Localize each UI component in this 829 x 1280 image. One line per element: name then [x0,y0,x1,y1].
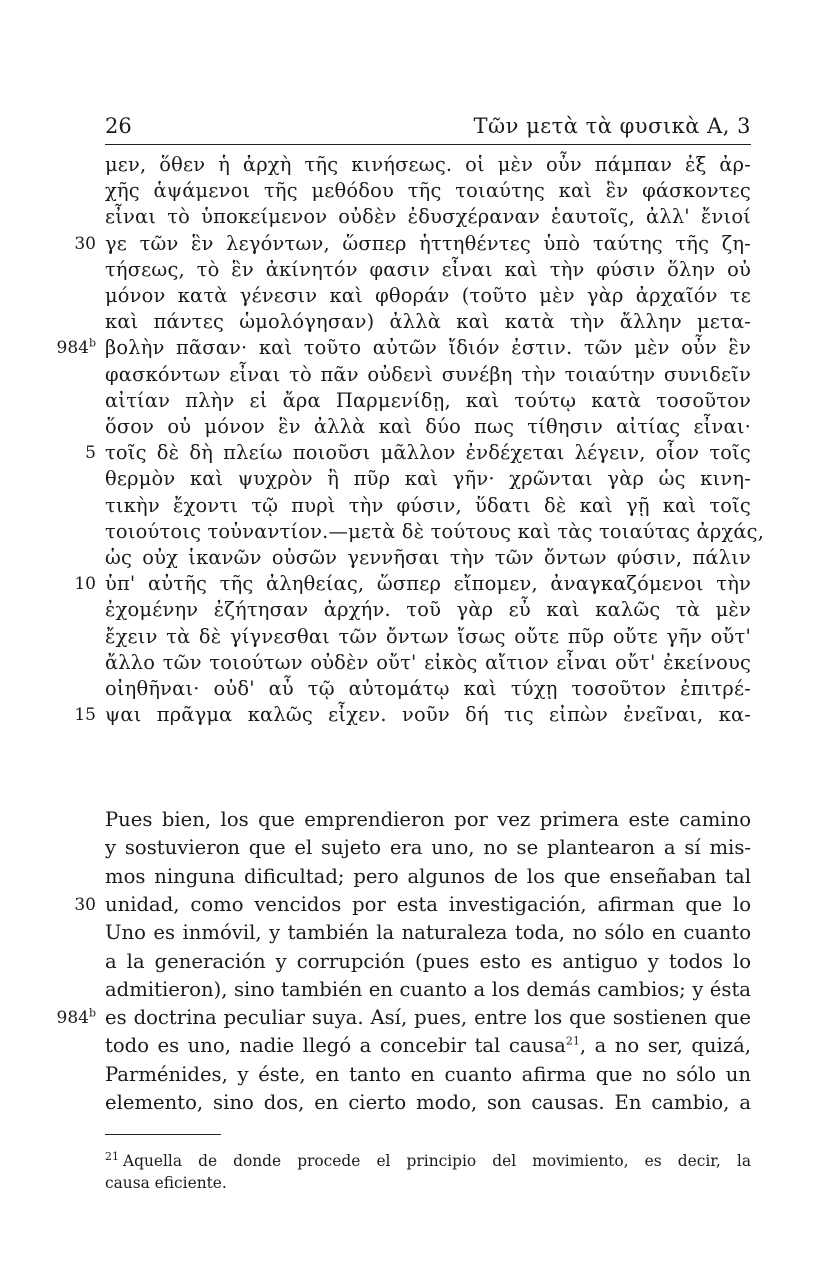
greek-line: καὶ πάντες ὡμολόγησαν) ἀλλὰ καὶ κατὰ τὴν ἄλλην μετα- [105,310,751,334]
spanish-line [105,1034,751,1057]
margin-line-number [56,234,96,254]
margin-line-number [56,705,96,725]
greek-line: εἶναι τὸ ὑποκείμενον οὐδὲν ἐδυσχέραναν ἑαυτοῖς, ἀλλ' ἔνιοί [105,205,751,229]
greek-line: τοιούτοις τοὐναντίον.—μετὰ δὲ τούτους καὶ τὰς τοιαύτας ἀρχάς, [105,519,765,543]
spanish-line: mos ninguna dificultad; pero algunos de los que enseñaban tal [105,864,751,888]
greek-line: τήσεως, τὸ ἓν ἀκίνητόν φασιν εἶναι καὶ τὴν φύσιν ὅλην οὐ [105,257,751,281]
page-header [105,112,751,145]
greek-line: ὡς οὐχ ἱκανῶν οὐσῶν γεννῆσαι τὴν τῶν ὄντων φύσιν, πάλιν [105,546,751,569]
margin-line-number [56,574,96,594]
margin-line-number [56,895,96,915]
greek-line: οἰηθῆναι· οὐδ' αὖ τῷ αὐτομάτῳ καὶ τύχῃ τοσοῦτον ἐπιτρέ- [105,677,751,700]
greek-line: γε τῶν ἓν λεγόντων, ὥσπερ ἡττηθέντες ὑπὸ ταύτης τῆς ζη- [105,231,751,255]
footnote-line [105,1150,751,1172]
greek-line: θερμὸν καὶ ψυχρὸν ἢ πῦρ καὶ γῆν· χρῶνται γὰρ ὡς κινη- [105,467,751,491]
margin-number-suffix: b [88,1006,96,1020]
footnote-reference[interactable]: 21 [565,1034,580,1048]
margin-number-label: 10 [74,574,96,595]
footnote-number: 21 [105,1149,119,1163]
page-number: 26 [105,114,132,138]
greek-line: μόνον κατὰ γένεσιν καὶ φθοράν (τοῦτο μὲν γὰρ ἀρχαῖόν τε [105,284,751,307]
greek-line: τοῖς δὲ δὴ πλείω ποιοῦσι μᾶλλον ἐνδέχεται λέγειν, οἷον τοῖς [105,441,751,465]
greek-line: ὑπ' αὐτῆς τῆς ἀληθείας, ὥσπερ εἴπομεν, ἀναγκαζόμενοι τὴν [105,572,751,596]
greek-line: ἔχειν τὰ δὲ γίγνεσθαι τῶν ὄντων ἴσως οὔτε πῦρ οὔτε γῆν οὔτ' [105,624,751,648]
spanish-line-text: , a no ser, quizá, [579,1034,751,1058]
spanish-line: es doctrina peculiar suya. Así, pues, entre los que sostienen que [105,1006,751,1030]
footnote-rule [105,1134,221,1135]
footnote [105,1150,751,1194]
margin-line-number [56,1008,96,1028]
margin-number-label: 5 [85,443,96,464]
spanish-line-text: todo es uno, nadie llegó a concebir tal causa [105,1034,566,1058]
greek-line: φασκόντων εἶναι τὸ πᾶν οὐδενὶ συνέβη τὴν τοιαύτην συνιδεῖν [105,362,751,386]
greek-line: τικὴν ἔχοντι τῷ πυρὶ τὴν φύσιν, ὕδατι δὲ καὶ γῇ καὶ τοῖς [105,493,751,517]
greek-line: χῆς ἁψάμενοι τῆς μεθόδου τῆς τοιαύτης καὶ ἓν φάσκοντες [105,179,751,203]
spanish-line: y sostuvieron que el sujeto era uno, no se plantearon a sí mis- [105,836,751,860]
spanish-line: Uno es inmóvil, y también la naturaleza toda, no sólo en cuanto [105,921,751,945]
greek-line: ἐχομένην ἐζήτησαν ἀρχήν. τοῦ γὰρ εὖ καὶ καλῶς τὰ μὲν [105,598,751,622]
greek-line: ψαι πρᾶγμα καλῶς εἶχεν. νοῦν δή τις εἰπὼν ἐνεῖναι, κα- [105,703,751,727]
margin-number-label: 15 [74,705,96,726]
spanish-line: elemento, sino dos, en cierto modo, son causas. En cambio, a [105,1091,751,1114]
margin-line-number [56,443,96,463]
margin-line-number [56,338,96,358]
spanish-line: a la generación y corrupción (pues esto es antiguo y todos lo [105,949,751,973]
spanish-line: Parménides, y éste, en tanto en cuanto afirma que no sólo un [105,1062,751,1086]
spanish-line: Pues bien, los que emprendieron por vez primera este camino [105,808,751,831]
greek-line: βολὴν πᾶσαν· καὶ τοῦτο αὐτῶν ἴδιόν ἐστιν. τῶν μὲν οὖν ἓν [105,336,751,360]
spanish-line: unidad, como vencidos por esta investigación, afirman que lo [105,892,751,916]
greek-line: αἰτίαν πλὴν εἰ ἄρα Παρμενίδῃ, καὶ τούτῳ κατὰ τοσοῦτον [105,388,751,412]
margin-number-label: 30 [74,233,96,254]
running-title: Τῶν μετὰ τὰ φυσικὰ Α, 3 [473,114,751,138]
spanish-line: admitieron), sino también en cuanto a los demás cambios; y ésta [105,977,751,1001]
footnote-text: Aquella de donde procede el principio del movimiento, es decir, la [123,1152,751,1170]
greek-line: μεν, ὅθεν ἡ ἀρχὴ τῆς κινήσεως. οἱ μὲν οὖν πάμπαν ἐξ ἀρ- [105,153,751,176]
greek-line: ὅσον οὐ μόνον ἓν ἀλλὰ καὶ δύο πως τίθησιν αἰτίας εἶναι· [105,415,751,438]
greek-line: ἄλλο τῶν τοιούτων οὐδὲν οὔτ' εἰκὸς αἴτιον εἶναι οὔτ' ἐκείνους [105,650,751,674]
margin-number-label: 984 [56,338,89,359]
margin-number-label: 30 [74,894,96,915]
margin-number-suffix: b [88,336,96,350]
footnote-line: causa eficiente. [105,1174,227,1192]
margin-number-label: 984 [56,1008,89,1029]
